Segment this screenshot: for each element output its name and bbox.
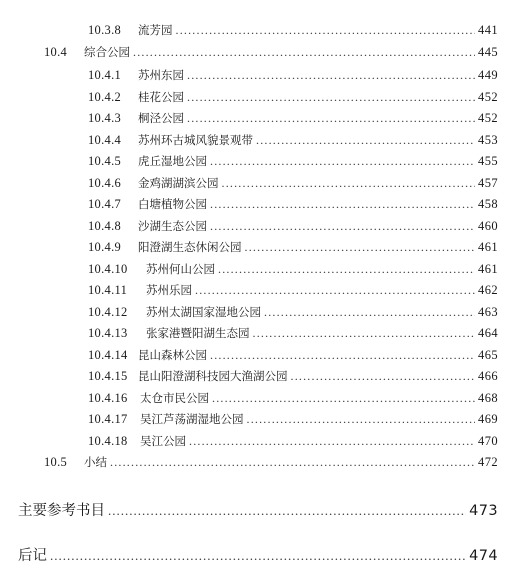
section-number: 10.4.6 — [88, 175, 122, 190]
page-number: 468 — [478, 390, 498, 405]
toc-entry[interactable] — [88, 325, 498, 345]
toc-entry-references[interactable] — [18, 499, 498, 523]
dot-leader — [210, 348, 475, 363]
toc-entry[interactable] — [88, 282, 498, 302]
section-title: 昆山森林公园 — [138, 347, 207, 362]
page-number: 449 — [478, 68, 498, 82]
dot-leader — [222, 176, 476, 191]
section-number: 10.4.4 — [88, 132, 122, 147]
section-title: 昆山阳澄湖科技园大渔湖公园 — [138, 369, 288, 383]
toc-entry[interactable] — [88, 261, 498, 281]
section-number: 10.4.13 — [88, 326, 128, 340]
toc-entry[interactable] — [88, 110, 498, 130]
dot-leader — [110, 455, 475, 470]
toc-entry-afterword[interactable] — [18, 544, 498, 568]
dot-leader — [212, 391, 475, 406]
section-title: 吴江芦荡湖湿地公园 — [140, 412, 244, 426]
section-title: 阳澄湖生态休闲公园 — [138, 240, 242, 254]
toc-entry[interactable] — [88, 67, 498, 87]
dot-leader — [108, 503, 466, 519]
page-number: 441 — [478, 23, 498, 37]
section-number: 10.4.11 — [88, 283, 128, 297]
page-number: 462 — [478, 283, 498, 297]
section-number: 10.4.3 — [88, 111, 122, 125]
page-number: 463 — [478, 304, 498, 319]
section-number: 10.4.14 — [88, 347, 128, 362]
page-number: 445 — [478, 45, 498, 59]
section-title: 苏州东园 — [138, 68, 184, 82]
toc-entry[interactable] — [88, 347, 498, 367]
section-number: 10.4.2 — [88, 89, 122, 104]
toc-entry[interactable] — [88, 433, 498, 453]
page-number: 452 — [478, 89, 498, 104]
section-title: 金鸡湖湖滨公园 — [138, 175, 219, 190]
dot-leader — [187, 68, 475, 83]
section-number: 10.4.9 — [88, 240, 122, 254]
section-number: 10.5 — [44, 455, 68, 469]
dot-leader — [210, 197, 475, 212]
page-number: 455 — [478, 154, 498, 168]
section-number: 10.4.17 — [88, 412, 128, 426]
section-number: 10.4.5 — [88, 154, 122, 168]
section-title: 太仓市民公园 — [140, 390, 209, 405]
toc-entry[interactable] — [88, 22, 498, 42]
dot-leader — [218, 262, 475, 277]
page-number: 473 — [469, 503, 498, 519]
dot-leader — [256, 133, 475, 148]
section-title: 苏州何山公园 — [146, 261, 215, 276]
section-number: 10.4.15 — [88, 369, 128, 383]
section-number: 10.4.10 — [88, 261, 128, 276]
toc-entry-section[interactable] — [44, 454, 498, 474]
section-title: 吴江公园 — [140, 433, 186, 448]
page-number: 465 — [478, 347, 498, 362]
dot-leader — [210, 154, 475, 169]
toc-entry[interactable] — [88, 390, 498, 410]
toc-entry[interactable] — [88, 132, 498, 152]
page-number: 461 — [478, 261, 498, 276]
page-number: 452 — [478, 111, 498, 125]
section-title: 后记 — [18, 548, 47, 564]
dot-leader — [189, 434, 475, 449]
section-title: 桐泾公园 — [138, 111, 184, 125]
section-number: 10.4.12 — [88, 304, 128, 319]
toc-entry[interactable] — [88, 196, 498, 216]
page-number: 472 — [478, 455, 498, 469]
page-number: 469 — [478, 412, 498, 426]
dot-leader — [245, 240, 476, 255]
section-number: 10.4.7 — [88, 197, 122, 211]
dot-leader — [176, 23, 476, 38]
dot-leader — [264, 305, 475, 320]
dot-leader — [291, 369, 476, 384]
page-number: 458 — [478, 197, 498, 211]
section-number: 10.4 — [44, 45, 68, 59]
section-title: 虎丘湿地公园 — [138, 154, 207, 168]
section-title: 沙湖生态公园 — [138, 218, 207, 233]
section-title: 综合公园 — [84, 45, 130, 59]
toc-entry[interactable] — [88, 411, 498, 431]
section-title: 苏州太湖国家湿地公园 — [146, 304, 261, 319]
toc-entry[interactable] — [88, 89, 498, 109]
toc-entry[interactable] — [88, 153, 498, 173]
page-number: 470 — [478, 433, 498, 448]
section-title: 苏州环古城风貌景观带 — [138, 132, 253, 147]
page-number: 460 — [478, 218, 498, 233]
dot-leader — [187, 90, 475, 105]
section-title: 流芳园 — [138, 23, 173, 37]
toc-entry[interactable] — [88, 218, 498, 238]
page-number: 466 — [478, 369, 498, 383]
toc-entry[interactable] — [88, 304, 498, 324]
toc-entry[interactable] — [88, 239, 498, 259]
page-number: 474 — [469, 548, 498, 564]
section-title: 主要参考书目 — [18, 503, 105, 519]
dot-leader — [50, 548, 466, 564]
section-title: 小结 — [84, 455, 107, 469]
section-title: 苏州乐园 — [146, 283, 192, 297]
section-title: 张家港暨阳湖生态园 — [146, 326, 250, 340]
toc-entry[interactable] — [88, 175, 498, 195]
section-title: 白塘植物公园 — [138, 197, 207, 211]
section-number: 10.3.8 — [88, 23, 122, 37]
section-number: 10.4.1 — [88, 68, 122, 82]
dot-leader — [187, 111, 475, 126]
page-number: 464 — [478, 326, 498, 340]
section-number: 10.4.8 — [88, 218, 122, 233]
dot-leader — [195, 283, 475, 298]
dot-leader — [253, 326, 476, 341]
page-number: 453 — [478, 132, 498, 147]
dot-leader — [247, 412, 476, 427]
section-title: 桂花公园 — [138, 89, 184, 104]
toc-entry-section[interactable] — [44, 44, 498, 64]
dot-leader — [133, 45, 475, 60]
section-number: 10.4.16 — [88, 390, 128, 405]
page-number: 461 — [478, 240, 498, 254]
toc-entry[interactable] — [88, 368, 498, 388]
dot-leader — [210, 219, 475, 234]
page-number: 457 — [478, 175, 498, 190]
section-number: 10.4.18 — [88, 433, 128, 448]
